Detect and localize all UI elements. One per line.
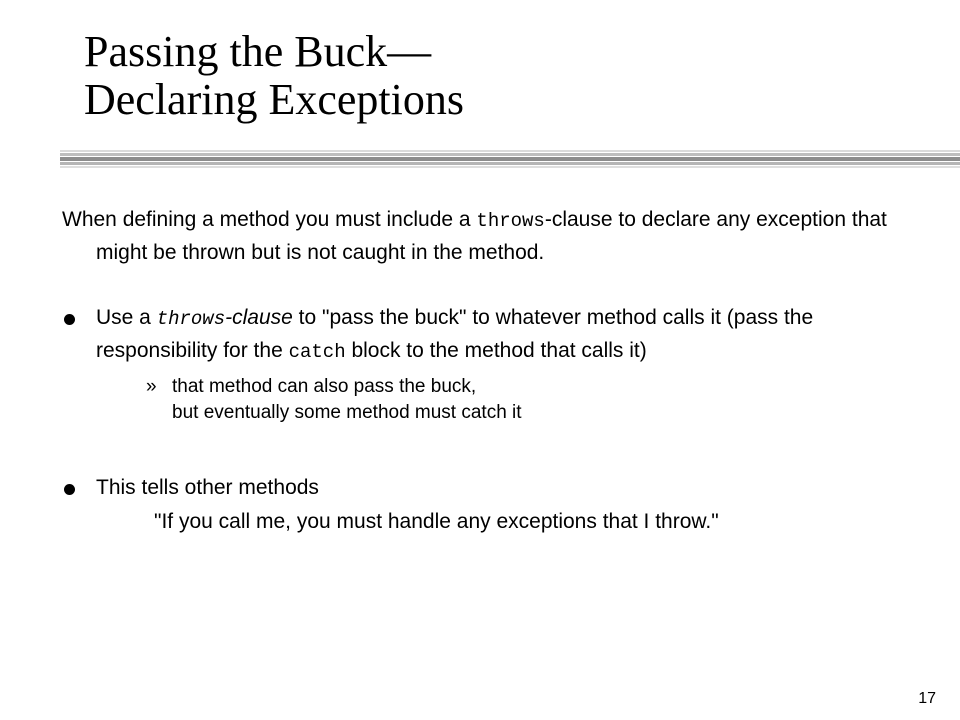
slide-body (62, 204, 922, 537)
sub-bullet-line-2: but eventually some method must catch it (172, 402, 522, 423)
divider-band (60, 153, 960, 156)
bullet-1-code-catch: catch (288, 341, 346, 363)
bullet-1-code-throws: throws (156, 308, 226, 330)
divider-band (60, 166, 960, 168)
bullet-tells-other-methods (62, 472, 922, 537)
intro-text-1: When defining a method you must include a (62, 208, 477, 231)
bullet-2-quote: "If you call me, you must handle any exceptions that I throw." (154, 510, 719, 533)
title-line-1: Passing the Buck— (84, 27, 432, 76)
page-number: 17 (918, 690, 936, 707)
bullet-1-clause-italic: -clause (225, 306, 293, 329)
divider-band (60, 150, 960, 152)
bullet-pass-the-buck (62, 302, 922, 426)
bullet-1-text-2: to "pass the buck" to whatever method calls it (pass the responsibility for the (96, 306, 814, 362)
divider-band (60, 157, 960, 161)
sub-bullet-marker-icon: » (146, 376, 157, 397)
intro-code-throws: throws (476, 210, 545, 232)
intro-text-2: -clause to declare any exception that might be thrown but is not caught in the method. (96, 208, 887, 264)
bullet-2-text: This tells other methods (96, 476, 319, 499)
title-divider (60, 150, 960, 168)
bullet-1-text (96, 302, 922, 368)
bullet-dot-icon (64, 484, 75, 495)
bullet-1-text-3: block to the method that calls it) (345, 339, 647, 362)
intro-paragraph (62, 204, 922, 268)
divider-band (60, 162, 960, 165)
title-line-2: Declaring Exceptions (84, 75, 464, 124)
slide-title (84, 28, 464, 124)
bullet-1-text-1: Use a (96, 306, 157, 329)
sub-bullet (96, 374, 922, 426)
bullet-dot-icon (64, 314, 75, 325)
sub-bullet-line-1: that method can also pass the buck, (172, 376, 477, 397)
